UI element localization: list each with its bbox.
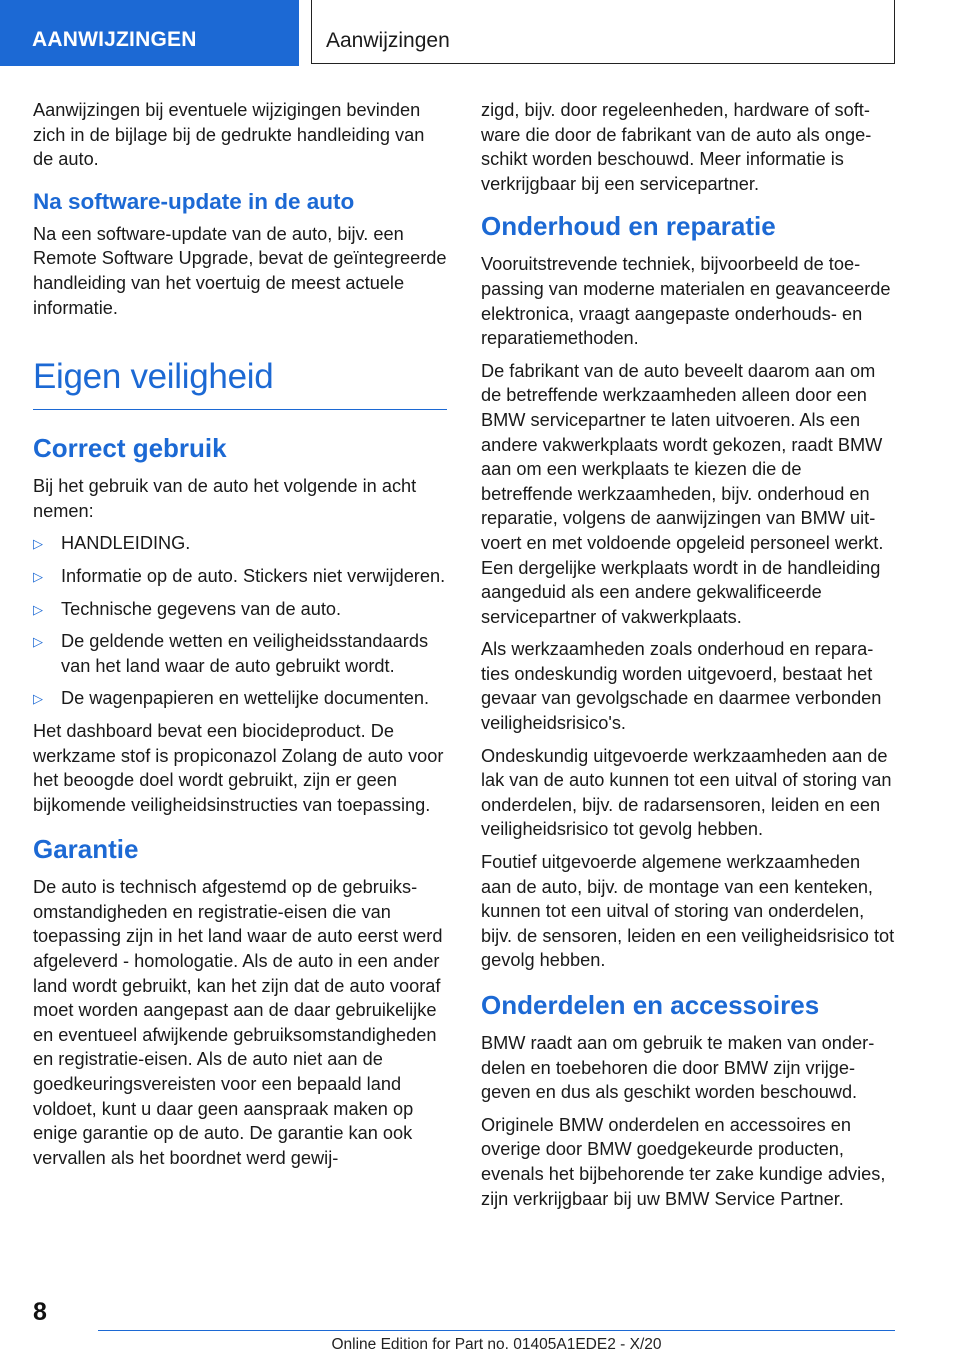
maintenance-paragraph: De fabrikant van de auto beveelt daarom aan om de betreffende werkzaamheden alleen door een BMW servicepartner te laten uitvoeren. Als een andere vakwerkplaats wordt gekozen, raadt BMW aan om een werkplaats te kiezen die de betreffende werkzaamheden, bijv. onderhoud en reparatie, volgens de aanwijzingen van BMW uitvoert en met voldoende opgeleid personeel werkt. Een dergelijke werkplaats wordt in de handleiding aangeduid als een andere gekwalificeerde servicepartner of vakwerkplaats. (481, 360, 884, 627)
triangle-bullet-icon: ▷ (33, 601, 43, 617)
right-column (481, 98, 895, 1219)
intro-paragraph: Aanwijzingen bij eventuele wijzigingen bevinden zich in de bijlage bij de gedrukte handleiding van de auto. (33, 100, 425, 170)
list-item (33, 531, 447, 556)
maintenance-paragraph: Als werkzaamheden zoals onderhoud en reparaties ondeskundig worden uitgevoerd, bestaat het gevaar van gevolgschade en daarmee verbonden veiligheidsrisico's. (481, 639, 882, 734)
list-item (33, 597, 447, 622)
triangle-bullet-icon: ▷ (33, 536, 43, 552)
correct-use-intro: Bij het gebruik van de auto het volgende in acht nemen: (33, 476, 417, 521)
parts-paragraph: BMW raadt aan om gebruik te maken van onderdelen en toebehoren die door BMW zijn vrijgegeven en dus als geschikt worden beschouwd. (481, 1033, 875, 1103)
warranty-heading: Garantie (33, 834, 139, 865)
safety-heading: Eigen veiligheid (33, 355, 447, 410)
dashboard-text: Het dashboard bevat een biocideproduct. De werkzame stof is propiconazol Zolang de auto voor het beoogde doel wordt gebruikt, zijn er geen bijkomende veiligheidsinstructies van toepassing. (33, 720, 444, 815)
list-item-text: Technische gegevens van de auto. (61, 598, 342, 619)
list-item-text: Informatie op de auto. Stickers niet verwijderen. (61, 565, 446, 586)
list-item-text: De wagenpapieren en wettelijke documenten. (61, 688, 430, 709)
parts-heading: Onderdelen en accessoires (481, 990, 820, 1020)
continuation-paragraph: zigd, bijv. door regeleenheden, hardware of software die door de fabrikant van de auto als ongeschikt worden beschouwd. Meer informatie is verkrijgbaar bij een servicepartner. (481, 100, 872, 194)
warranty-text: De auto is technisch afgestemd op de gebruiksomstandigheden en registratie-eisen die van toepassing zijn in het land waar de auto eerst werd afgeleverd - homologatie. Als de auto in een ander land wordt gebruikt, kan het zijn dat de auto vooraf moet worden aangepast aan de daar gebruikelijke en eventueel afwijkende gebruiksomstandigheden en registratie-eisen. Als de auto niet aan de goedkeuringsvereisten voor een bepaald land voldoet, kunt u daar geen aanspraak maken op enige garantie op de auto. De garantie kan ook vervallen als het boordnet werd gewij- (33, 877, 443, 1168)
footer-divider (98, 1330, 895, 1331)
triangle-bullet-icon: ▷ (33, 634, 43, 650)
correct-use-heading: Correct gebruik (33, 433, 227, 464)
triangle-bullet-icon: ▷ (33, 691, 43, 707)
list-item-text: HANDLEIDING. (61, 533, 191, 554)
maintenance-paragraph: Ondeskundig uitgevoerde werkzaamheden aan de lak van de auto kunnen tot een uitval of storing van onderdelen, bijv. de radarsensoren, leiden en een veiligheidsrisico tot gevolg hebben. (481, 745, 892, 840)
header-title: Aanwijzingen (311, 0, 895, 64)
correct-use-list (33, 531, 447, 711)
list-item-text: De geldende wetten en veiligheidsstandaards van het land waar de auto gebruikt wordt. (61, 631, 429, 676)
software-update-heading: Na software-update in de auto (33, 188, 355, 214)
page-number: 8 (33, 1298, 47, 1326)
list-item (33, 686, 447, 711)
maintenance-paragraph: Vooruitstrevende techniek, bijvoorbeeld de toepassing van moderne materialen en geavanceerde elektronica, vraagt aangepaste onderhouds- en reparatiemethoden. (481, 254, 891, 349)
parts-paragraph: Originele BMW onderdelen en accessoires en overige door BMW goedgekeurde producten, evenals het bijbehorende ter zake kundige advies, zijn verkrijgbaar bij uw BMW Service Partner. (481, 1114, 886, 1209)
maintenance-heading: Onderhoud en reparatie (481, 211, 776, 242)
list-item (33, 564, 447, 589)
left-column (33, 98, 447, 1178)
triangle-bullet-icon: ▷ (33, 568, 43, 584)
page-header (0, 0, 960, 66)
list-item (33, 629, 447, 678)
maintenance-paragraph: Foutief uitgevoerde algemene werkzaamheden aan de auto, bijv. de montage van een kenteken, kunnen tot een uitval of storing van onderdelen, bijv. de sensoren, leiden en een veiligheidsrisico tot gevolg hebben. (481, 852, 895, 971)
section-tab: AANWIJZINGEN (0, 0, 299, 66)
edition-footer: Online Edition for Part no. 01405A1EDE2 - X/20 (331, 1336, 662, 1353)
software-update-text: Na een software-update van de auto, bijv. een Remote Software Upgrade, bevat de geïntegreerde handleiding van het voertuig de meest actuele informatie. (33, 223, 447, 318)
